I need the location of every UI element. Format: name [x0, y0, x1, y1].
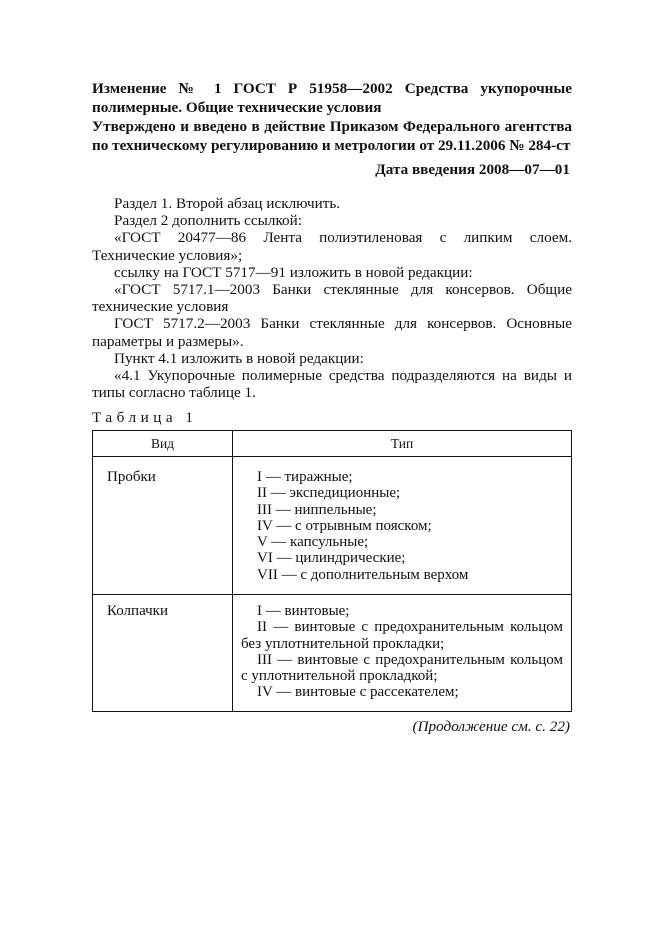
header-row-divider [93, 456, 571, 457]
amendment-body [92, 195, 572, 401]
paragraph: ссылку на ГОСТ 5717—91 изложить в новой редакции: [114, 263, 473, 281]
table-caption: Таблица 1 [92, 409, 198, 426]
type-item: V — капсульные; [257, 534, 369, 551]
continuation-note: (Продолжение см. с. 22) [412, 718, 570, 735]
approval-statement: Утверждено и введено в действие Приказом Федерального агентства по техническому регулированию и метрологии от 29.11.2006 № 284-ст [92, 118, 572, 154]
column-header-vid: Вид [150, 436, 175, 451]
column-header-tip: Тип [390, 436, 414, 451]
table-cell-tip [257, 469, 567, 583]
paragraph: «ГОСТ 5717.1—2003 Банки стеклянные для консервов. Общие технические условия [92, 281, 572, 316]
type-item: VI — цилиндрические; [257, 550, 406, 567]
type-item: II — винтовые с предохранительным кольцом без уплотнительной прокладки; [241, 619, 563, 652]
amendment-title: Изменение № 1 ГОСТ Р 51958—2002 Средства укупорочные полимерные. Общие технические условия [92, 80, 572, 116]
type-item: III — винтовые с предохранительным кольцом с уплотнительной прокладкой; [241, 651, 563, 685]
type-item: IV — винтовые с рассекателем; [257, 684, 459, 701]
table-cell-tip [241, 603, 563, 701]
column-divider [232, 431, 233, 711]
row-divider [93, 594, 571, 595]
table-cell-vid: Пробки [107, 469, 156, 485]
type-item: VII — с дополнительным верхом [257, 566, 469, 583]
type-item: III — ниппельные; [257, 501, 377, 518]
introduction-date: Дата введения 2008—07—01 [375, 161, 570, 178]
type-item: IV — с отрывным пояском; [257, 517, 432, 534]
paragraph: «4.1 Укупорочные полимерные средства подразделяются на виды и типы согласно таблице 1. [92, 367, 572, 402]
type-item: II — экспедиционные; [257, 485, 401, 502]
paragraph: Раздел 2 дополнить ссылкой: [114, 212, 302, 230]
type-item: I — винтовые; [257, 603, 350, 619]
paragraph: «ГОСТ 20477—86 Лента полиэтиленовая с липким слоем. Технические условия»; [92, 229, 572, 264]
types-table [92, 430, 572, 712]
paragraph: Пункт 4.1 изложить в новой редакции: [114, 349, 364, 367]
paragraph: ГОСТ 5717.2—2003 Банки стеклянные для консервов. Основные параметры и размеры». [92, 315, 572, 350]
table-cell-vid: Колпачки [107, 603, 168, 619]
type-item: I — тиражные; [257, 469, 353, 485]
paragraph: Раздел 1. Второй абзац исключить. [114, 195, 341, 212]
